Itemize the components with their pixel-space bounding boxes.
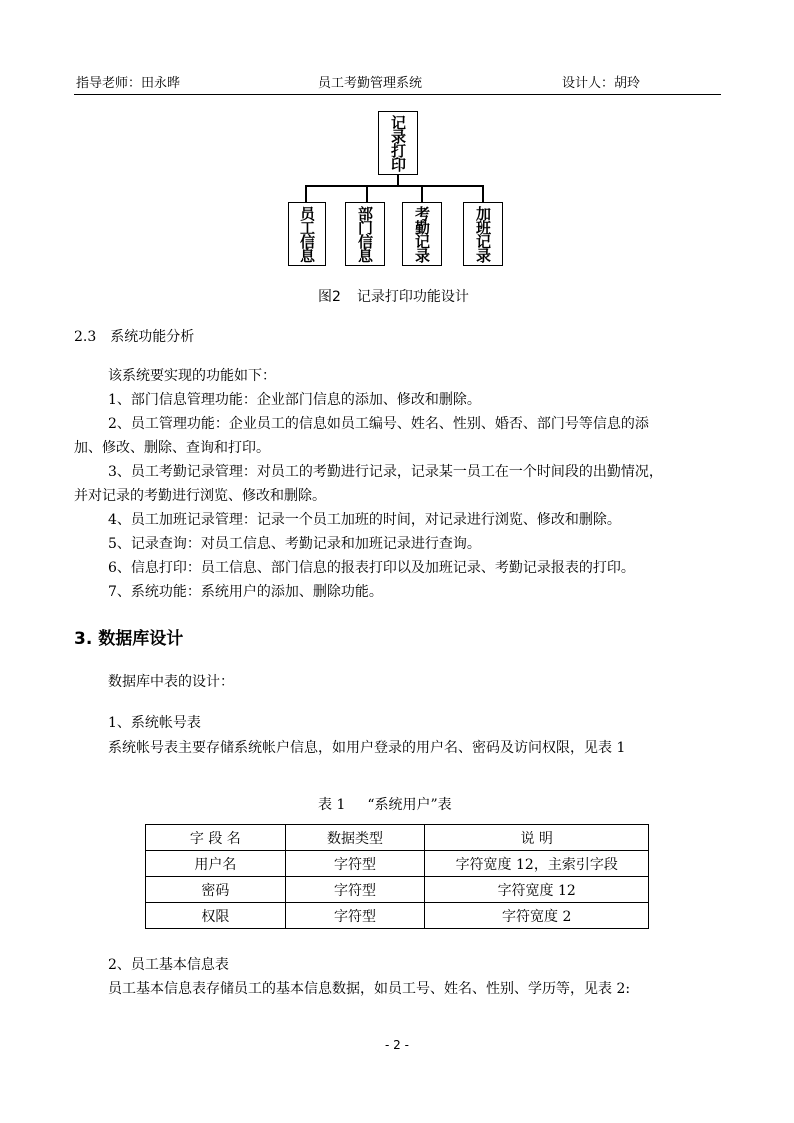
table-caption — [318, 794, 452, 814]
functions-intro: 该系统要实现的功能如下： — [108, 368, 276, 384]
function-diagram — [0, 0, 794, 280]
subsection-2-desc: 员工基本信息表存储员工的基本信息数据，如员工号、姓名、性别、学历等，见表 2: — [108, 981, 631, 997]
function-item: 1、部门信息管理功能：企业部门信息的添加、修改和删除。 — [108, 392, 481, 408]
table-row — [146, 851, 649, 877]
function-item-continued: 加、修改、删除、查询和打印。 — [74, 440, 270, 456]
table-header-cell: 说 明 — [425, 825, 649, 851]
system-user-table — [145, 824, 649, 929]
table-cell: 字符宽度 12 — [425, 877, 649, 903]
diagram-connector — [482, 185, 484, 203]
diagram-child-label: 员工信息 — [298, 206, 316, 262]
diagram-connector — [421, 185, 423, 203]
page-number: - 2 - — [385, 1038, 409, 1052]
diagram-root-label: 记录打印 — [389, 115, 407, 171]
table-cell: 字符宽度 2 — [425, 903, 649, 929]
header-advisor: 指导老师：田永晔 — [76, 76, 181, 91]
figure-title: 记录打印功能设计 — [356, 289, 469, 305]
header-designer: 设计人：胡玲 — [562, 76, 641, 91]
table-header-row — [146, 825, 649, 851]
subsection-2-title: 2、员工基本信息表 — [108, 957, 229, 973]
function-item-continued: 并对记录的考勤进行浏览、修改和删除。 — [74, 488, 326, 504]
diagram-branch-line — [305, 185, 483, 187]
subsection-1-desc: 系统帐号表主要存储系统帐户信息，如用户登录的用户名、密码及访问权限，见表 1 — [108, 740, 626, 756]
table-cell: 权限 — [146, 903, 286, 929]
diagram-child-box — [288, 202, 326, 266]
subsection-1-title: 1、系统帐号表 — [108, 715, 201, 731]
header-title: 员工考勤管理系统 — [318, 76, 423, 91]
diagram-root-box — [378, 111, 418, 175]
diagram-connector — [366, 185, 368, 203]
table-row — [146, 903, 649, 929]
table-cell: 字符宽度 12，主索引字段 — [425, 851, 649, 877]
diagram-child-label: 加班记录 — [474, 206, 492, 262]
function-item: 4、员工加班记录管理：记录一个员工加班的时间，对记录进行浏览、修改和删除。 — [108, 512, 621, 528]
diagram-connector — [305, 185, 307, 203]
section-heading-3: 3. 数据库设计 — [74, 629, 184, 649]
function-item: 3、员工考勤记录管理：对员工的考勤进行记录，记录某一员工在一个时间段的出勤情况， — [108, 464, 663, 480]
section-number: 2.3 — [74, 329, 97, 345]
table-cell: 字符型 — [285, 903, 425, 929]
section-title: 系统功能分析 — [110, 329, 195, 345]
function-item: 5、记录查询：对员工信息、考勤记录和加班记录进行查询。 — [108, 536, 481, 552]
figure-caption — [318, 286, 469, 306]
table-cell: 字符型 — [285, 851, 425, 877]
diagram-child-label: 考勤记录 — [413, 206, 431, 262]
table-cell: 字符型 — [285, 877, 425, 903]
table-title: “系统用户”表 — [367, 797, 452, 813]
function-item: 7、系统功能：系统用户的添加、删除功能。 — [108, 584, 383, 600]
section-3-intro: 数据库中表的设计： — [108, 674, 234, 690]
table-header-cell: 字 段 名 — [146, 825, 286, 851]
diagram-child-label: 部门信息 — [356, 206, 374, 262]
section-heading-2-3 — [74, 326, 194, 346]
table-header-cell: 数据类型 — [285, 825, 425, 851]
diagram-child-box — [463, 202, 503, 266]
table-row — [146, 877, 649, 903]
table-cell: 用户名 — [146, 851, 286, 877]
table-cell: 密码 — [146, 877, 286, 903]
diagram-child-box — [345, 202, 385, 266]
function-item: 6、信息打印：员工信息、部门信息的报表打印以及加班记录、考勤记录报表的打印。 — [108, 560, 635, 576]
diagram-child-box — [402, 202, 442, 266]
figure-number: 图2 — [318, 289, 341, 305]
function-item: 2、员工管理功能：企业员工的信息如员工编号、姓名、性别、婚否、部门号等信息的添 — [108, 416, 649, 432]
table-number: 表 1 — [318, 797, 346, 813]
